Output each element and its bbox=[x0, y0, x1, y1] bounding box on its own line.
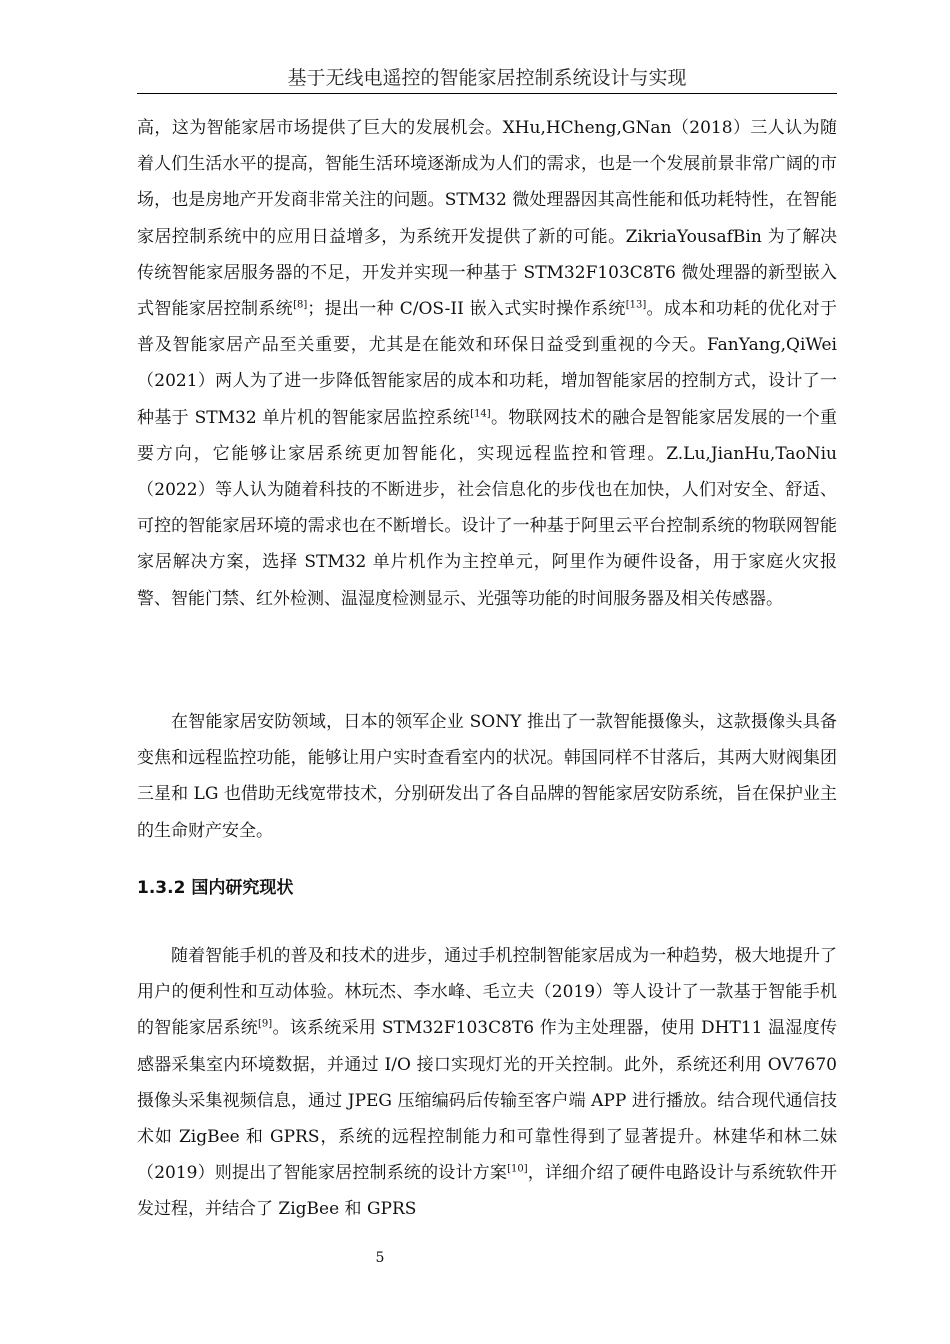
text-run: 随着智能手机的普及和技术的进步，通过手机控制智能家居成为一种趋势，极大地提升了用户的便利性和互动体验。林玩杰、李水峰、毛立夫（2019）等人设计了一款基于智能手机的智能家居系统 bbox=[137, 946, 837, 1039]
citation-8: [8] bbox=[293, 299, 308, 311]
page-number: 5 bbox=[375, 1250, 385, 1266]
citation-9: [9] bbox=[258, 1018, 273, 1030]
section-heading-domestic-research: 1.3.2 国内研究现状 bbox=[137, 878, 294, 898]
running-header: 基于无线电遥控的智能家居控制系统设计与实现 bbox=[287, 67, 687, 89]
citation-13: [13] bbox=[625, 299, 647, 311]
paragraph-home-security: 在智能家居安防领域，日本的领军企业 SONY 推出了一款智能摄像头，这款摄像头具备变焦和远程监控功能，能够让用户实时查看室内的状况。韩国同样不甘落后，其两大财阀集团三星和 LG 也借助无线宽带技术，分别研发出了各自品牌的智能家居安防系统，旨在保护业主的生命财产安全。 bbox=[137, 712, 837, 841]
paragraph-domestic-research bbox=[137, 938, 837, 1228]
paragraph-international-research-continued bbox=[137, 110, 837, 617]
text-run: 高，这为智能家居市场提供了巨大的发展机会。XHu,HCheng,GNan（2018）三人认为随着人们生活水平的提高，智能生活环境逐渐成为人们的需求，也是一个发展前景非常广阔的市场，也是房地产开发商非常关注的问题。STM32 微处理器因其高性能和低功耗特性，在智能家居控制系统中的应用日益增多，为系统开发提供了新的可能。ZikriaYousafBin 为了解决传统智能家居服务器的不足，开发并实现一种基于 STM32F103C8T6 微处理器的新型嵌入式智能家居控制系统 bbox=[137, 118, 837, 320]
text-run: ；提出一种 C/OS-II 嵌入式实时操作系统 bbox=[307, 299, 626, 320]
citation-10: [10] bbox=[507, 1163, 528, 1175]
text-run: 。成本和功耗的优化对于普及智能家居产品至关重要，尤其是在能效和环保日益受到重视的今天。FanYang,QiWei（2021）两人为了进一步降低智能家居的成本和功耗，增加智能家居的控制方式，设计了一种基于 STM32 单片机的智能家居监控系统 bbox=[137, 299, 837, 428]
header-divider bbox=[137, 93, 837, 94]
text-run: ，详细介绍了硬件电路设计与系统软件开发过程，并结合了 ZigBee 和 GPRS bbox=[137, 1163, 838, 1220]
text-run: 。物联网技术的融合是智能家居发展的一个重要方向，它能够让家居系统更加智能化，实现远程监控和管理。Z.Lu,JianHu,TaoNiu（2022）等人认为随着科技的不断进步，社会信息化的步伐也在加快，人们对安全、舒适、可控的智能家居环境的需求也在不断增长。设计了一种基于阿里云平台控制系统的物联网智能家居解决方案，选择 STM32 单片机作为主控单元，阿里作为硬件设备，用于家庭火灾报警、智能门禁、红外检测、温湿度检测显示、光强等功能的时间服务器及相关传感器。 bbox=[137, 407, 837, 609]
text-run: 。该系统采用 STM32F103C8T6 作为主处理器，使用 DHT11 温湿度传感器采集室内环境数据，并通过 I/O 接口实现灯光的开关控制。此外，系统还利用 OV7670 摄像头采集视频信息，通过 JPEG 压缩编码后传输至客户端 APP 进行播放。结合现代通信技术如 ZigBee 和 GPRS，系统的远程控制能力和可靠性得到了显著提升。林建华和林二妹（2019）则提出了智能家居控制系统的设计方案 bbox=[137, 1018, 837, 1184]
citation-14: [14] bbox=[470, 407, 491, 419]
